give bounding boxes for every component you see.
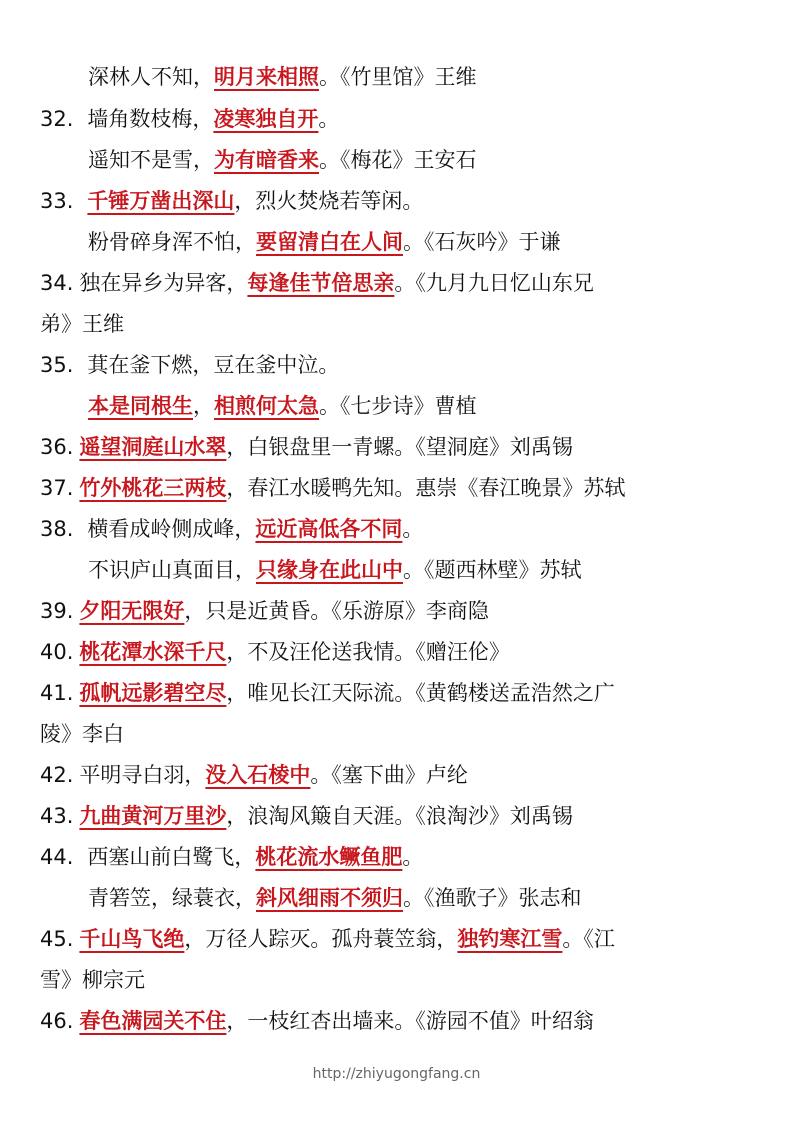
item-number: 43. [40, 804, 74, 828]
item-number: 41. [40, 681, 74, 705]
answer-highlight: 远近高低各不同 [255, 517, 403, 541]
poem-line-8 [40, 348, 339, 382]
line-text: 。《九月九日忆山东兄 [394, 271, 594, 295]
line-text: 。《石灰吟》于谦 [403, 230, 561, 254]
item-number: 44. [40, 845, 74, 869]
poem-line-4 [40, 184, 423, 218]
poem-line-11 [40, 471, 625, 505]
poem-line-24 [40, 1004, 594, 1038]
answer-highlight: 每逢佳节倍思亲 [247, 271, 395, 295]
poem-line-12 [40, 512, 423, 546]
line-text: 。《渔歌子》张志和 [403, 886, 582, 910]
answer-highlight: 九曲黄河万里沙 [79, 804, 227, 828]
answer-highlight: 相煎何太急 [214, 394, 319, 418]
line-text: 横看成岭侧成峰， [87, 517, 256, 541]
line-text: 墙角数枝梅， [87, 107, 214, 131]
answer-highlight: 夕阳无限好 [79, 599, 185, 623]
item-number: 40. [40, 640, 74, 664]
answer-highlight: 千锤万凿出深山 [87, 189, 235, 213]
line-text: 独在异乡为异客， [79, 271, 248, 295]
line-text: 。《塞下曲》卢纶 [310, 763, 468, 787]
poem-line-9 [88, 389, 477, 423]
line-text: 。《梅花》王安石 [319, 148, 477, 172]
answer-highlight: 明月来相照 [214, 65, 319, 89]
line-text: 弟》王维 [40, 312, 124, 336]
answer-highlight: 孤帆远影碧空尽 [79, 681, 227, 705]
line-text: ，白银盘里一青螺。《望洞庭》刘禹锡 [226, 435, 573, 459]
answer-highlight: 斜风细雨不须归 [256, 886, 403, 910]
line-text: ，唯见长江天际流。《黄鹤楼送孟浩然之广 [226, 681, 615, 705]
line-text: 不识庐山真面目， [88, 558, 256, 582]
line-text: ，浪淘风簸自天涯。《浪淘沙》刘禹锡 [226, 804, 573, 828]
line-text: ，不及汪伦送我情。《赠汪伦》 [226, 640, 510, 664]
answer-highlight: 桃花潭水深千尺 [79, 640, 227, 664]
line-text: 陵》李白 [40, 722, 124, 746]
line-text: ，春江水暖鸭先知。惠崇《春江晚景》苏轼 [226, 476, 626, 500]
poem-line-10 [40, 430, 573, 464]
line-text: 深林人不知， [88, 65, 214, 89]
poem-line-23 [40, 963, 145, 997]
answer-highlight: 春色满园关不住 [79, 1009, 227, 1033]
line-text: ，只是近黄昏。《乐游原》李商隐 [184, 599, 489, 623]
answer-highlight: 竹外桃花三两枝 [79, 476, 227, 500]
line-text: 。 [318, 107, 340, 131]
item-number: 32. [40, 107, 74, 131]
poem-line-21 [88, 881, 582, 915]
line-text: 平明寻白羽， [79, 763, 206, 787]
answer-highlight: 千山鸟飞绝 [79, 927, 185, 951]
answer-highlight: 为有暗香来 [214, 148, 319, 172]
poem-line-17 [40, 717, 124, 751]
item-number: 37. [40, 476, 74, 500]
poem-line-13 [88, 553, 582, 587]
poem-line-1 [88, 60, 477, 94]
line-text: ， [193, 394, 214, 418]
answer-highlight: 只缘身在此山中 [256, 558, 403, 582]
line-text: 青箬笠，绿蓑衣， [88, 886, 256, 910]
item-number: 45. [40, 927, 74, 951]
poem-line-7 [40, 307, 124, 341]
item-number: 42. [40, 763, 74, 787]
line-text: ，万径人踪灭。孤舟蓑笠翁， [184, 927, 458, 951]
line-text: 。 [402, 845, 424, 869]
line-text: 。《江 [562, 927, 615, 951]
poem-line-20 [40, 840, 423, 874]
poem-line-16 [40, 676, 615, 710]
item-number: 34. [40, 271, 74, 295]
answer-highlight: 没入石棱中 [205, 763, 311, 787]
poem-line-18 [40, 758, 468, 792]
line-text: 粉骨碎身浑不怕， [88, 230, 256, 254]
line-text: 雪》柳宗元 [40, 968, 145, 992]
answer-highlight: 桃花流水鳜鱼肥 [255, 845, 403, 869]
answer-highlight: 本是同根生 [88, 394, 193, 418]
item-number: 35. [40, 353, 74, 377]
item-number: 46. [40, 1009, 74, 1033]
footer-url: http://zhiyugongfang.cn [312, 1066, 481, 1082]
line-text: 。《题西林壁》苏轼 [403, 558, 582, 582]
answer-highlight: 遥望洞庭山水翠 [79, 435, 227, 459]
line-text: ，烈火焚烧若等闲。 [234, 189, 424, 213]
poem-line-6 [40, 266, 594, 300]
line-text: 。 [402, 517, 424, 541]
answer-highlight: 要留清白在人间 [256, 230, 403, 254]
line-text: 西塞山前白鹭飞， [87, 845, 256, 869]
item-number: 33. [40, 189, 74, 213]
poem-line-15 [40, 635, 510, 669]
poem-line-22 [40, 922, 615, 956]
line-text: 。《七步诗》曹植 [319, 394, 477, 418]
item-number: 39. [40, 599, 74, 623]
line-text: 遥知不是雪， [88, 148, 214, 172]
answer-highlight: 凌寒独自开 [213, 107, 319, 131]
poem-line-2 [40, 102, 339, 136]
line-text: 。《竹里馆》王维 [319, 65, 477, 89]
poem-line-14 [40, 594, 489, 628]
line-text: ，一枝红杏出墙来。《游园不值》叶绍翁 [226, 1009, 594, 1033]
poem-line-3 [88, 143, 477, 177]
line-text: 萁在釜下燃，豆在釜中泣。 [87, 353, 340, 377]
item-number: 36. [40, 435, 74, 459]
item-number: 38. [40, 517, 74, 541]
poem-line-19 [40, 799, 573, 833]
poem-line-5 [88, 225, 561, 259]
answer-highlight: 独钓寒江雪 [457, 927, 563, 951]
